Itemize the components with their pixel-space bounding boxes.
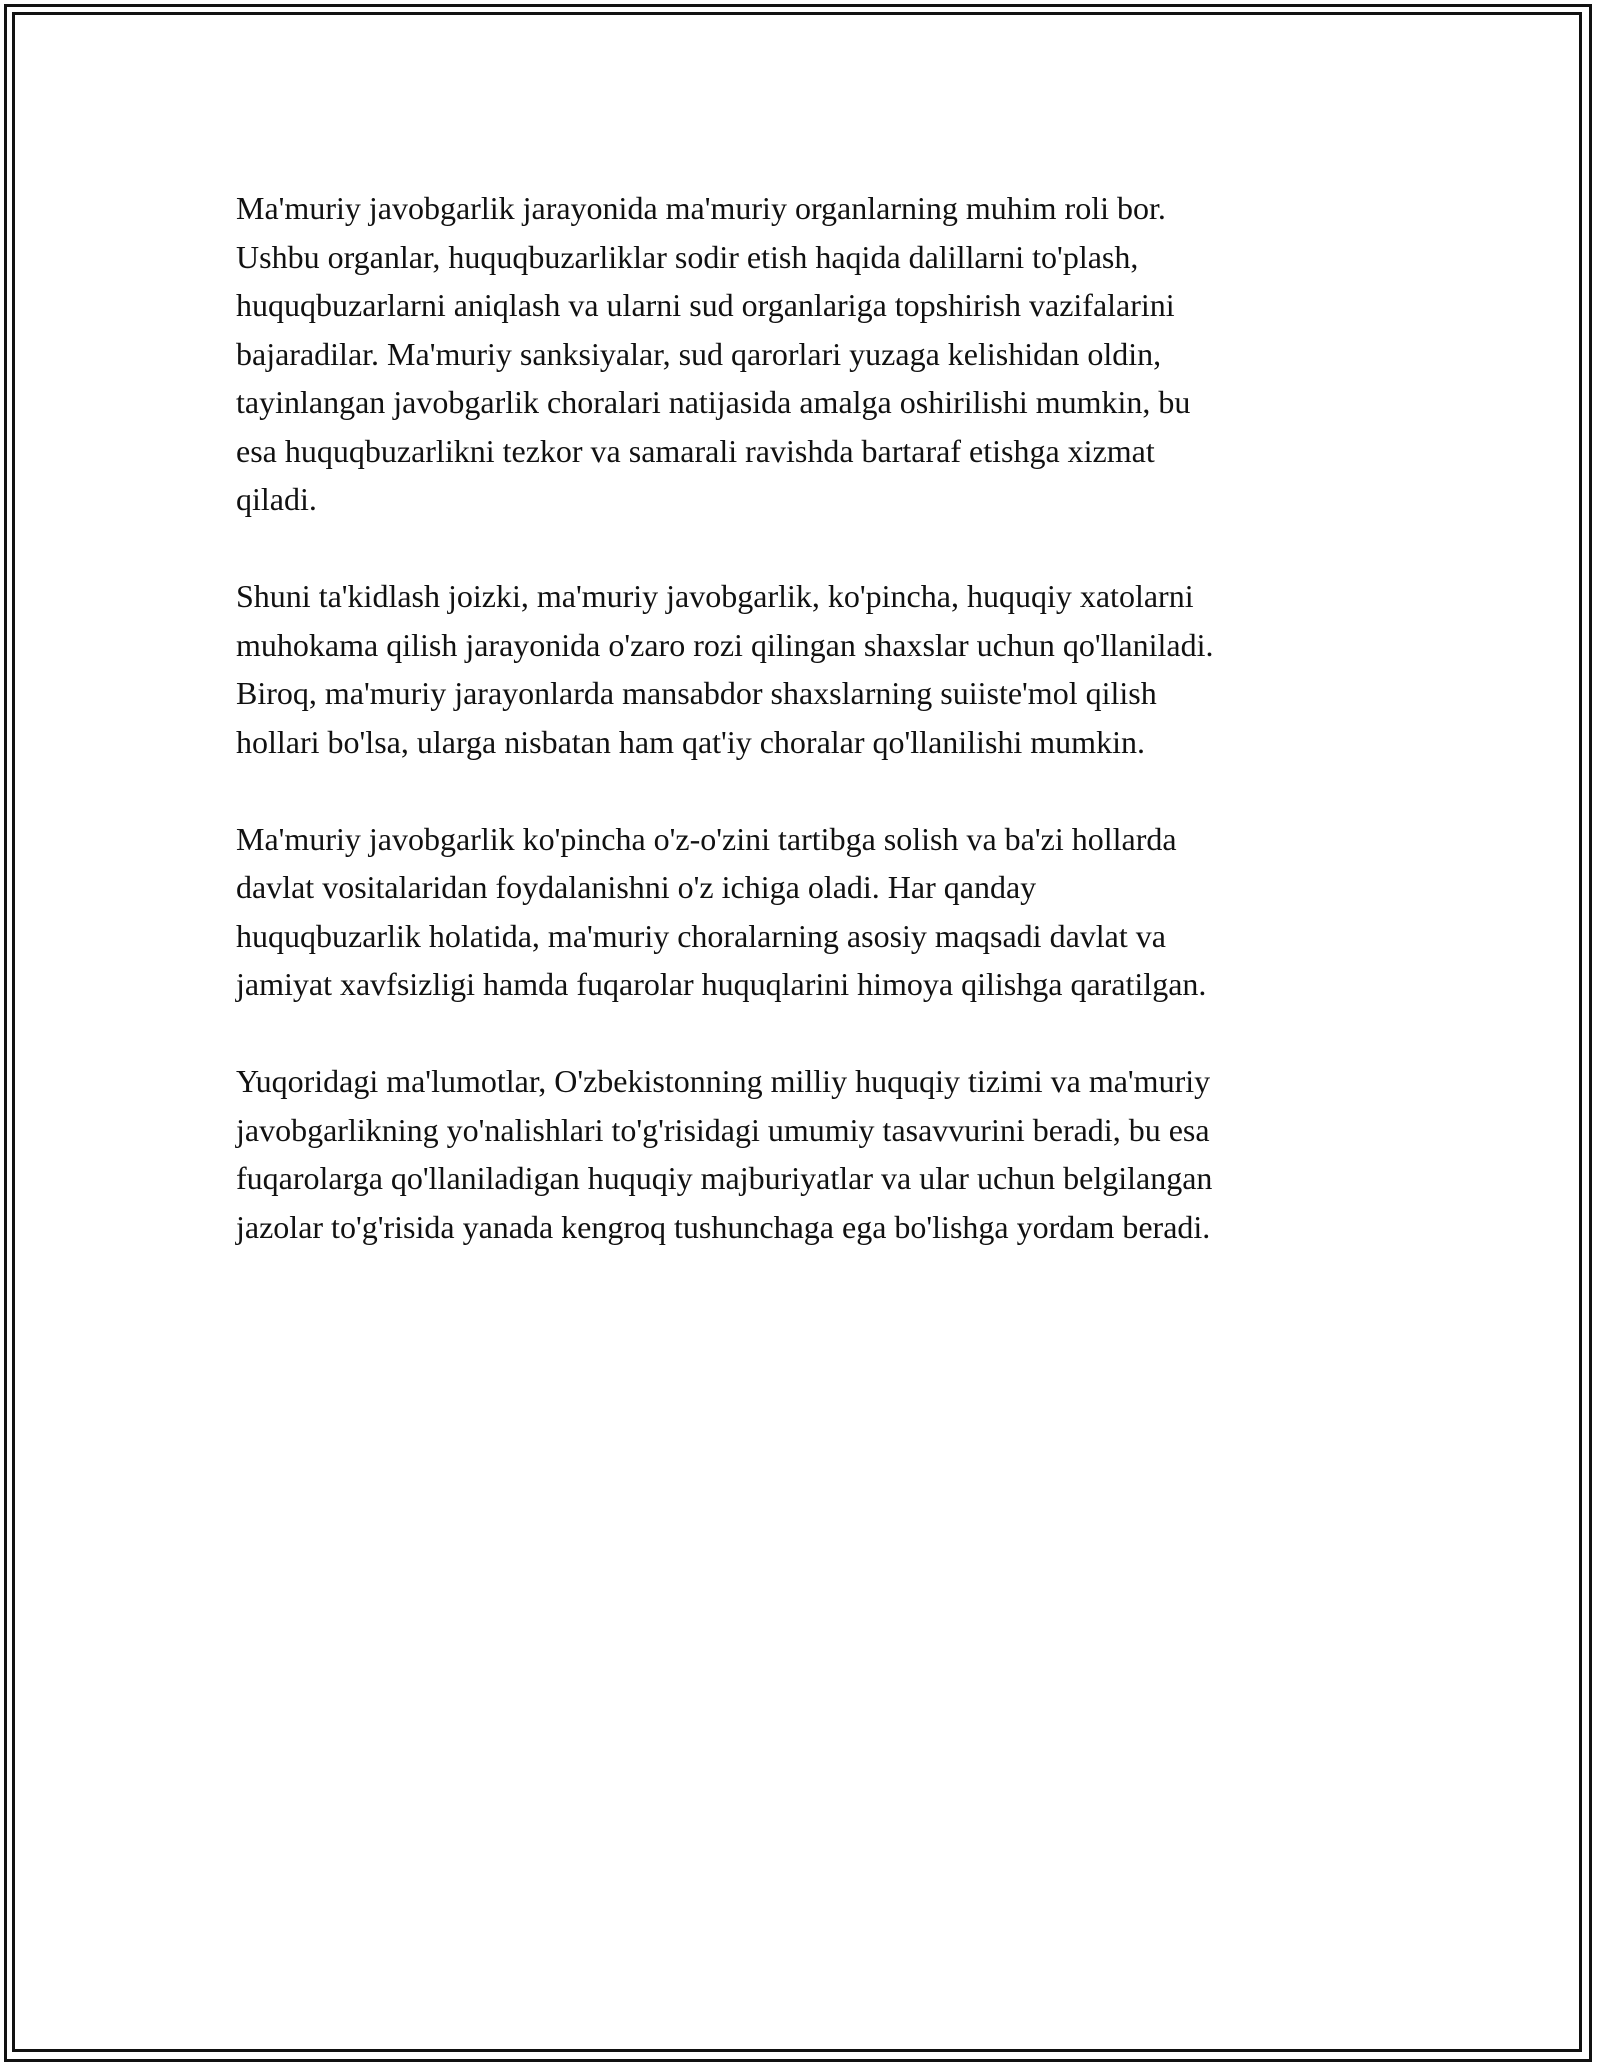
paragraph-2	[236, 572, 1376, 766]
text-line: huquqbuzarlarni aniqlash va ularni sud organlariga topshirish vazifalarini	[236, 287, 1175, 323]
text-line: Ma'muriy javobgarlik jarayonida ma'muriy organlarning muhim roli bor.	[236, 190, 1166, 226]
text-line: Ma'muriy javobgarlik ko'pincha o'z-o'zini tartibga solish va ba'zi hollarda	[236, 820, 1177, 857]
paragraph-1	[236, 184, 1376, 524]
text-line: fuqarolarga qo'llaniladigan huquqiy majburiyatlar va ular uchun belgilangan	[236, 1160, 1213, 1196]
document-body	[236, 184, 1376, 1300]
paragraph-4	[236, 1057, 1376, 1251]
text-line: javobgarlikning yo'nalishlari to'g'risidagi umumiy tasavvurini beradi, bu esa	[236, 1111, 1210, 1148]
text-line: qiladi.	[236, 481, 317, 517]
text-line: bajaradilar. Ma'muriy sanksiyalar, sud qarorlari yuzaga kelishidan oldin,	[236, 335, 1162, 372]
paragraph-3	[236, 815, 1376, 1009]
text-line: huquqbuzarlik holatida, ma'muriy choralarning asosiy maqsadi davlat va	[236, 917, 1166, 954]
text-line: esa huquqbuzarlikni tezkor va samarali ravishda bartaraf etishga xizmat	[236, 432, 1155, 469]
text-line: hollari bo'lsa, ularga nisbatan ham qat'iy choralar qo'llanilishi mumkin.	[236, 723, 1145, 760]
text-line: Shuni ta'kidlash joizki, ma'muriy javobgarlik, ko'pincha, huquqiy xatolarni	[236, 578, 1194, 614]
text-line: Yuqoridagi ma'lumotlar, O'zbekistonning milliy huquqiy tizimi va ma'muriy	[236, 1063, 1211, 1099]
text-line: davlat vositalaridan foydalanishni o'z ichiga oladi. Har qanday	[236, 869, 1037, 905]
text-line: tayinlangan javobgarlik choralari natijasida amalga oshirilishi mumkin, bu	[236, 384, 1191, 420]
text-line: jazolar to'g'risida yanada kengroq tushunchaga ega bo'lishga yordam beradi.	[236, 1208, 1211, 1245]
text-line: muhokama qilish jarayonida o'zaro rozi qilingan shaxslar uchun qo'llaniladi.	[236, 626, 1214, 663]
text-line: Biroq, ma'muriy jarayonlarda mansabdor shaxslarning suiiste'mol qilish	[236, 675, 1157, 711]
text-line: Ushbu organlar, huquqbuzarliklar sodir etish haqida dalillarni to'plash,	[236, 238, 1139, 275]
text-line: jamiyat xavfsizligi hamda fuqarolar huquqlarini himoya qilishga qaratilgan.	[236, 966, 1207, 1002]
